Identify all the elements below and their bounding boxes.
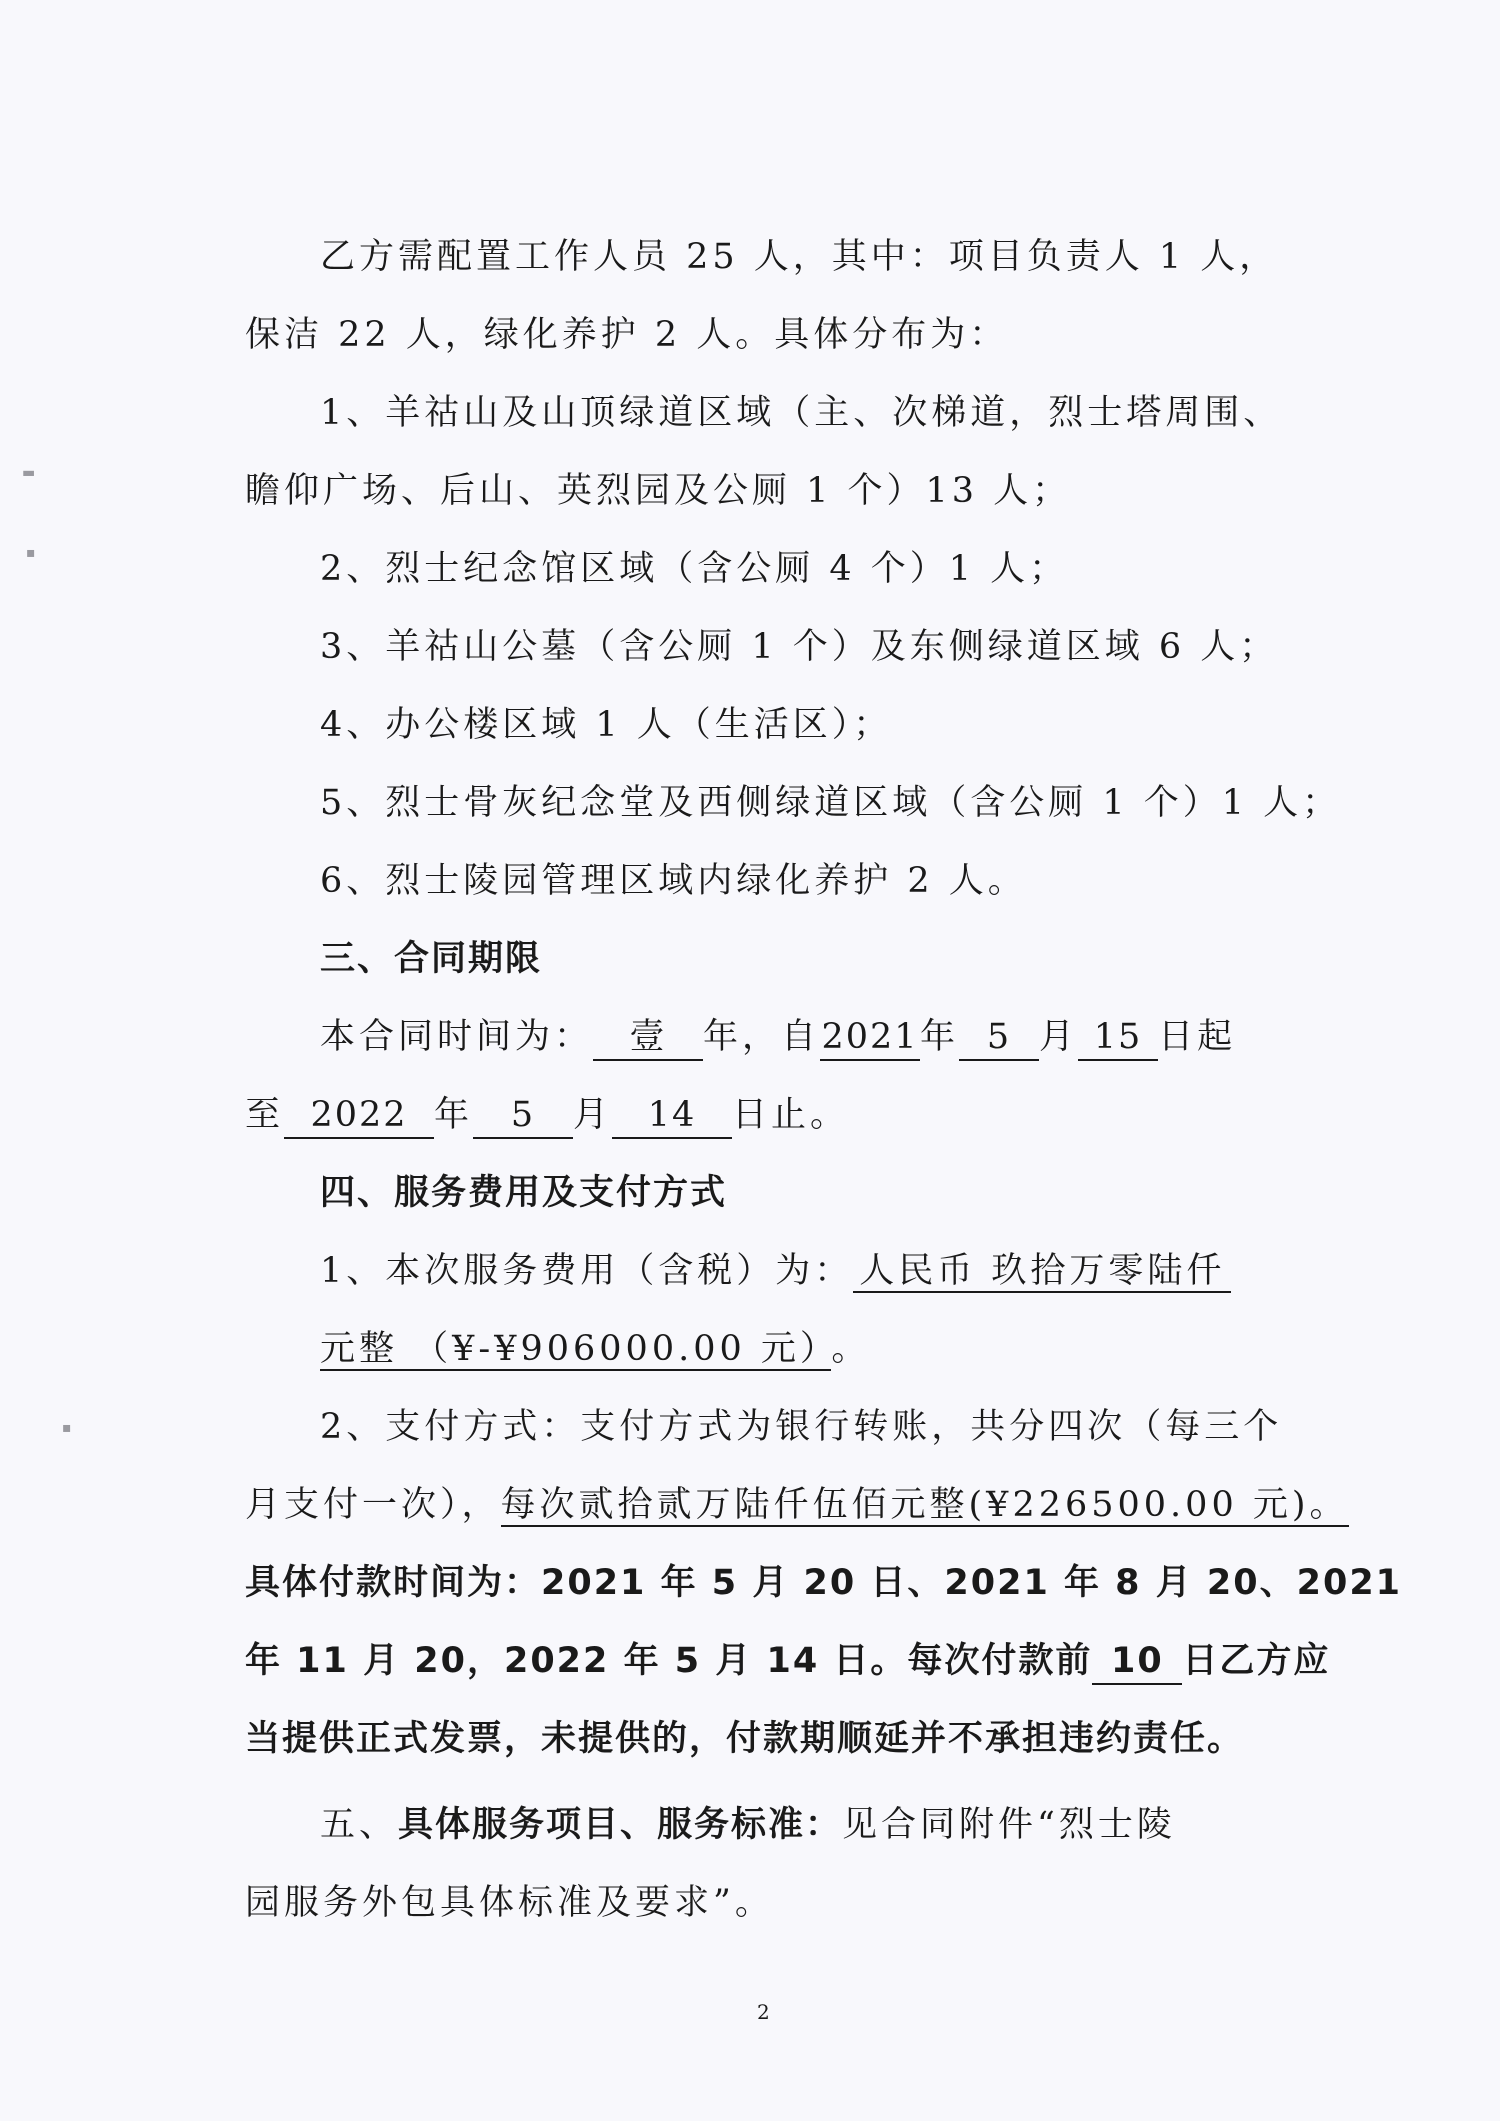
end-month: 5 (473, 1093, 573, 1139)
paragraph-staffing-cont: 保洁 22 人，绿化养护 2 人。具体分布为： (245, 315, 1009, 355)
invoice-days: 10 (1092, 1639, 1182, 1685)
section-five-line2: 园服务外包具体标准及要求”。 (245, 1883, 774, 1923)
payment-schedule-line2 (245, 1636, 1330, 1686)
contract-term-line2 (245, 1090, 849, 1140)
list-item-2: 2、烈士纪念馆区域（含公厕 4 个）1 人； (320, 549, 1069, 589)
payment-schedule-line1: 具体付款时间为：2021 年 5 月 20 日、2021 年 8 月 20、2021 (245, 1563, 1403, 1603)
start-year: 2021 (820, 1015, 920, 1061)
payment-schedule-prefix: 年 11 月 20，2022 年 5 月 14 日。每次付款前 (245, 1641, 1093, 1681)
list-item-1-cont: 瞻仰广场、后山、英烈园及公厕 1 个）13 人； (245, 471, 1072, 511)
payment-schedule-suffix: 日乙方应 (1182, 1641, 1331, 1681)
term-to: 至 (245, 1095, 285, 1135)
scan-mark: ▬ (22, 465, 36, 481)
list-item-1: 1、羊祜山及山顶绿道区域（主、次梯道，烈士塔周围、 (320, 393, 1283, 433)
term-text-f: 月 (573, 1095, 613, 1135)
list-item-5: 5、烈士骨灰纪念堂及西侧绿道区域（含公厕 1 个）1 人； (320, 783, 1342, 823)
scan-mark: ▪ (62, 1420, 72, 1436)
start-day: 15 (1078, 1015, 1158, 1061)
term-text-d: 日起 (1158, 1017, 1237, 1057)
section-heading-term: 三、合同期限 (320, 939, 543, 979)
term-text-b: 年 (920, 1017, 960, 1057)
payment-schedule-line3: 当提供正式发票，未提供的，付款期顺延并不承担违约责任。 (245, 1719, 1245, 1759)
list-item-4: 4、办公楼区域 1 人（生活区）； (320, 705, 893, 745)
end-year: 2022 (284, 1093, 434, 1139)
start-month: 5 (959, 1015, 1039, 1061)
paragraph-staffing: 乙方需配置工作人员 25 人，其中：项目负责人 1 人， (320, 237, 1279, 277)
fee-amount-figures: 元整 （¥-¥906000.00 元） (320, 1329, 831, 1371)
fee-amount-words: 人民币 玖拾万零陆仟 (853, 1251, 1231, 1293)
contract-term-line1 (320, 1012, 1236, 1062)
installment-amount: 每次贰拾贰万陆仟伍佰元整(¥226500.00 元)。 (500, 1485, 1349, 1525)
section-five-heading: 具体服务项目、服务标准： (398, 1805, 843, 1845)
fee-line1 (320, 1246, 1231, 1296)
term-prefix: 本合同时间为： (320, 1017, 594, 1057)
fee-prefix: 1、本次服务费用（含税）为： (320, 1251, 854, 1291)
payment-method-prefix: 月支付一次）， (245, 1485, 501, 1525)
page-number: 2 (757, 2000, 770, 2024)
payment-method-line1: 2、支付方式：支付方式为银行转账，共分四次（每三个 (320, 1407, 1283, 1447)
section-five-line1 (320, 1800, 1176, 1850)
section-heading-fees: 四、服务费用及支付方式 (320, 1173, 728, 1213)
term-text-g: 日止。 (732, 1095, 850, 1135)
section-five-number: 五、 (320, 1805, 399, 1845)
list-item-6: 6、烈士陵园管理区域内绿化养护 2 人。 (320, 861, 1027, 901)
payment-method-line2 (245, 1480, 1349, 1530)
list-item-3: 3、羊祜山公墓（含公厕 1 个）及东侧绿道区域 6 人； (320, 627, 1279, 667)
term-text-c: 月 (1039, 1017, 1079, 1057)
term-years: 壹 (593, 1015, 703, 1061)
section-five-text: 见合同附件“烈士陵 (842, 1805, 1176, 1845)
fee-line2 (320, 1324, 870, 1374)
term-text-e: 年 (434, 1095, 474, 1135)
term-text-a: 年，自 (703, 1017, 821, 1057)
end-day: 14 (612, 1093, 732, 1139)
fee-suffix: 。 (831, 1329, 871, 1369)
scan-mark: ▪ (26, 545, 36, 561)
